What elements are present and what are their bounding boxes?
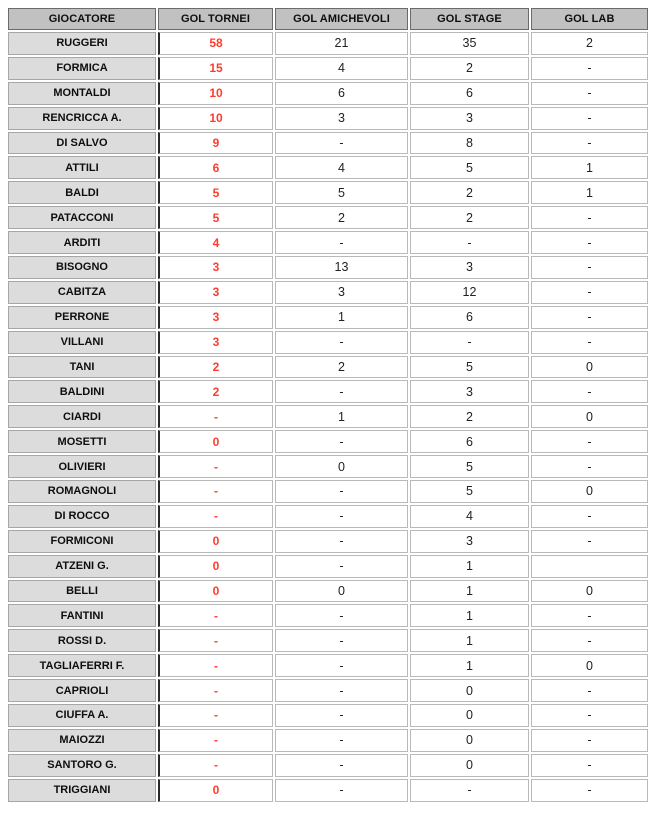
gol-stage-cell: 8 bbox=[410, 132, 529, 155]
table-header bbox=[8, 8, 648, 30]
gol-tornei-cell: - bbox=[158, 480, 273, 503]
gol-stage-cell: 5 bbox=[410, 480, 529, 503]
goals-table bbox=[6, 6, 650, 804]
table-row bbox=[8, 405, 648, 428]
gol-tornei-cell: 10 bbox=[158, 82, 273, 105]
gol-tornei-cell: 3 bbox=[158, 256, 273, 279]
gol-stage-cell: 0 bbox=[410, 729, 529, 752]
gol-lab-cell: - bbox=[531, 132, 648, 155]
table-row bbox=[8, 156, 648, 179]
gol-lab-cell: - bbox=[531, 206, 648, 229]
gol-lab-cell: 0 bbox=[531, 480, 648, 503]
gol-lab-cell: - bbox=[531, 256, 648, 279]
player-name-cell: FORMICONI bbox=[8, 530, 156, 553]
gol-amichevoli-cell: 0 bbox=[275, 580, 408, 603]
gol-tornei-cell: 3 bbox=[158, 331, 273, 354]
gol-lab-cell: - bbox=[531, 82, 648, 105]
player-name-cell: ATTILI bbox=[8, 156, 156, 179]
table-row bbox=[8, 704, 648, 727]
player-name-cell: FANTINI bbox=[8, 604, 156, 627]
table-row bbox=[8, 455, 648, 478]
table-row bbox=[8, 555, 648, 578]
gol-tornei-cell: - bbox=[158, 455, 273, 478]
gol-stage-cell: 35 bbox=[410, 32, 529, 55]
gol-lab-cell: - bbox=[531, 679, 648, 702]
player-name-cell: CAPRIOLI bbox=[8, 679, 156, 702]
gol-lab-cell: - bbox=[531, 380, 648, 403]
header-row bbox=[8, 8, 648, 30]
gol-stage-cell: 1 bbox=[410, 580, 529, 603]
gol-stage-cell: 12 bbox=[410, 281, 529, 304]
gol-lab-cell: - bbox=[531, 306, 648, 329]
column-header-gol-tornei: GOL TORNEI bbox=[158, 8, 273, 30]
player-name-cell: RUGGERI bbox=[8, 32, 156, 55]
gol-lab-cell: - bbox=[531, 231, 648, 254]
gol-amichevoli-cell: - bbox=[275, 679, 408, 702]
gol-tornei-cell: - bbox=[158, 604, 273, 627]
gol-amichevoli-cell: - bbox=[275, 331, 408, 354]
gol-amichevoli-cell: 3 bbox=[275, 281, 408, 304]
gol-tornei-cell: - bbox=[158, 679, 273, 702]
gol-amichevoli-cell: - bbox=[275, 231, 408, 254]
gol-lab-cell: 0 bbox=[531, 356, 648, 379]
gol-stage-cell: 0 bbox=[410, 679, 529, 702]
gol-tornei-cell: - bbox=[158, 505, 273, 528]
player-name-cell: OLIVIERI bbox=[8, 455, 156, 478]
player-name-cell: ROMAGNOLI bbox=[8, 480, 156, 503]
gol-stage-cell: 5 bbox=[410, 455, 529, 478]
gol-lab-cell: - bbox=[531, 629, 648, 652]
gol-lab-cell: - bbox=[531, 505, 648, 528]
gol-stage-cell: 4 bbox=[410, 505, 529, 528]
gol-tornei-cell: 15 bbox=[158, 57, 273, 80]
gol-tornei-cell: 0 bbox=[158, 430, 273, 453]
gol-lab-cell: - bbox=[531, 754, 648, 777]
gol-lab-cell: 0 bbox=[531, 580, 648, 603]
gol-tornei-cell: - bbox=[158, 629, 273, 652]
gol-tornei-cell: 0 bbox=[158, 779, 273, 802]
gol-amichevoli-cell: - bbox=[275, 604, 408, 627]
gol-lab-cell: - bbox=[531, 779, 648, 802]
table-row bbox=[8, 306, 648, 329]
gol-amichevoli-cell: 13 bbox=[275, 256, 408, 279]
table-row bbox=[8, 754, 648, 777]
gol-lab-cell: - bbox=[531, 704, 648, 727]
player-name-cell: PERRONE bbox=[8, 306, 156, 329]
gol-tornei-cell: - bbox=[158, 754, 273, 777]
gol-tornei-cell: 6 bbox=[158, 156, 273, 179]
player-name-cell: DI ROCCO bbox=[8, 505, 156, 528]
player-name-cell: ARDITI bbox=[8, 231, 156, 254]
gol-tornei-cell: 2 bbox=[158, 380, 273, 403]
player-name-cell: TAGLIAFERRI F. bbox=[8, 654, 156, 677]
gol-amichevoli-cell: 1 bbox=[275, 405, 408, 428]
gol-amichevoli-cell: 3 bbox=[275, 107, 408, 130]
gol-stage-cell: 1 bbox=[410, 629, 529, 652]
table-row bbox=[8, 779, 648, 802]
gol-lab-cell: 2 bbox=[531, 32, 648, 55]
gol-amichevoli-cell: 4 bbox=[275, 57, 408, 80]
gol-stage-cell: 6 bbox=[410, 306, 529, 329]
column-header-gol-lab: GOL LAB bbox=[531, 8, 648, 30]
gol-stage-cell: 3 bbox=[410, 380, 529, 403]
gol-stage-cell: 1 bbox=[410, 654, 529, 677]
gol-lab-cell: - bbox=[531, 107, 648, 130]
table-row bbox=[8, 604, 648, 627]
table-row bbox=[8, 629, 648, 652]
gol-lab-cell: - bbox=[531, 281, 648, 304]
gol-amichevoli-cell: - bbox=[275, 480, 408, 503]
table-row bbox=[8, 729, 648, 752]
player-name-cell: CIARDI bbox=[8, 405, 156, 428]
table-row bbox=[8, 356, 648, 379]
gol-tornei-cell: 9 bbox=[158, 132, 273, 155]
gol-tornei-cell: - bbox=[158, 405, 273, 428]
gol-amichevoli-cell: - bbox=[275, 729, 408, 752]
gol-stage-cell: 6 bbox=[410, 430, 529, 453]
table-row bbox=[8, 380, 648, 403]
player-name-cell: CIUFFA A. bbox=[8, 704, 156, 727]
gol-tornei-cell: 0 bbox=[158, 555, 273, 578]
player-name-cell: TRIGGIANI bbox=[8, 779, 156, 802]
player-name-cell: BALDINI bbox=[8, 380, 156, 403]
gol-stage-cell: 1 bbox=[410, 555, 529, 578]
gol-lab-cell: 0 bbox=[531, 405, 648, 428]
player-name-cell: PATACCONI bbox=[8, 206, 156, 229]
gol-amichevoli-cell: 6 bbox=[275, 82, 408, 105]
column-header-gol-stage: GOL STAGE bbox=[410, 8, 529, 30]
gol-lab-cell: 1 bbox=[531, 181, 648, 204]
gol-amichevoli-cell: 2 bbox=[275, 356, 408, 379]
gol-lab-cell: - bbox=[531, 729, 648, 752]
gol-amichevoli-cell: 0 bbox=[275, 455, 408, 478]
gol-lab-cell: - bbox=[531, 455, 648, 478]
player-name-cell: MOSETTI bbox=[8, 430, 156, 453]
column-header-giocatore: GIOCATORE bbox=[8, 8, 156, 30]
gol-lab-cell: 0 bbox=[531, 654, 648, 677]
gol-stage-cell: - bbox=[410, 779, 529, 802]
player-name-cell: TANI bbox=[8, 356, 156, 379]
gol-amichevoli-cell: - bbox=[275, 629, 408, 652]
gol-stage-cell: 2 bbox=[410, 206, 529, 229]
gol-amichevoli-cell: - bbox=[275, 555, 408, 578]
gol-stage-cell: 3 bbox=[410, 107, 529, 130]
table-row bbox=[8, 580, 648, 603]
gol-stage-cell: 3 bbox=[410, 256, 529, 279]
gol-stage-cell: - bbox=[410, 331, 529, 354]
gol-tornei-cell: - bbox=[158, 654, 273, 677]
gol-amichevoli-cell: - bbox=[275, 430, 408, 453]
gol-stage-cell: 0 bbox=[410, 704, 529, 727]
gol-lab-cell: - bbox=[531, 331, 648, 354]
gol-stage-cell: 2 bbox=[410, 181, 529, 204]
player-name-cell: FORMICA bbox=[8, 57, 156, 80]
gol-amichevoli-cell: - bbox=[275, 704, 408, 727]
table-row bbox=[8, 654, 648, 677]
gol-amichevoli-cell: - bbox=[275, 779, 408, 802]
player-name-cell: MONTALDI bbox=[8, 82, 156, 105]
gol-lab-cell: - bbox=[531, 430, 648, 453]
gol-stage-cell: 5 bbox=[410, 356, 529, 379]
gol-lab-cell: - bbox=[531, 604, 648, 627]
player-name-cell: ATZENI G. bbox=[8, 555, 156, 578]
table-row bbox=[8, 679, 648, 702]
player-name-cell: ROSSI D. bbox=[8, 629, 156, 652]
table-row bbox=[8, 231, 648, 254]
gol-lab-cell: - bbox=[531, 530, 648, 553]
table-row bbox=[8, 107, 648, 130]
gol-amichevoli-cell: - bbox=[275, 380, 408, 403]
gol-lab-cell: 1 bbox=[531, 156, 648, 179]
column-header-gol-amichevoli: GOL AMICHEVOLI bbox=[275, 8, 408, 30]
table-row bbox=[8, 331, 648, 354]
player-name-cell: MAIOZZI bbox=[8, 729, 156, 752]
gol-amichevoli-cell: - bbox=[275, 530, 408, 553]
gol-tornei-cell: 3 bbox=[158, 306, 273, 329]
gol-lab-cell bbox=[531, 555, 648, 578]
table-row bbox=[8, 206, 648, 229]
player-name-cell: VILLANI bbox=[8, 331, 156, 354]
gol-tornei-cell: 5 bbox=[158, 181, 273, 204]
gol-stage-cell: 6 bbox=[410, 82, 529, 105]
gol-tornei-cell: 0 bbox=[158, 580, 273, 603]
table-row bbox=[8, 480, 648, 503]
player-name-cell: CABITZA bbox=[8, 281, 156, 304]
table-row bbox=[8, 256, 648, 279]
gol-amichevoli-cell: - bbox=[275, 654, 408, 677]
player-name-cell: SANTORO G. bbox=[8, 754, 156, 777]
table-row bbox=[8, 281, 648, 304]
gol-stage-cell: 0 bbox=[410, 754, 529, 777]
gol-amichevoli-cell: - bbox=[275, 132, 408, 155]
gol-lab-cell: - bbox=[531, 57, 648, 80]
gol-tornei-cell: - bbox=[158, 704, 273, 727]
gol-tornei-cell: 58 bbox=[158, 32, 273, 55]
gol-amichevoli-cell: - bbox=[275, 505, 408, 528]
gol-amichevoli-cell: - bbox=[275, 754, 408, 777]
player-name-cell: BELLI bbox=[8, 580, 156, 603]
gol-tornei-cell: 3 bbox=[158, 281, 273, 304]
gol-amichevoli-cell: 5 bbox=[275, 181, 408, 204]
gol-tornei-cell: 5 bbox=[158, 206, 273, 229]
table-row bbox=[8, 505, 648, 528]
table-row bbox=[8, 181, 648, 204]
player-name-cell: RENCRICCA A. bbox=[8, 107, 156, 130]
player-name-cell: BALDI bbox=[8, 181, 156, 204]
gol-tornei-cell: 0 bbox=[158, 530, 273, 553]
table-body bbox=[8, 32, 648, 802]
gol-amichevoli-cell: 1 bbox=[275, 306, 408, 329]
gol-amichevoli-cell: 21 bbox=[275, 32, 408, 55]
table-row bbox=[8, 82, 648, 105]
table-row bbox=[8, 57, 648, 80]
gol-stage-cell: 2 bbox=[410, 405, 529, 428]
player-name-cell: DI SALVO bbox=[8, 132, 156, 155]
table-row bbox=[8, 530, 648, 553]
gol-stage-cell: 5 bbox=[410, 156, 529, 179]
gol-stage-cell: - bbox=[410, 231, 529, 254]
table-row bbox=[8, 132, 648, 155]
gol-tornei-cell: - bbox=[158, 729, 273, 752]
gol-amichevoli-cell: 4 bbox=[275, 156, 408, 179]
gol-stage-cell: 3 bbox=[410, 530, 529, 553]
player-name-cell: BISOGNO bbox=[8, 256, 156, 279]
gol-stage-cell: 2 bbox=[410, 57, 529, 80]
gol-tornei-cell: 10 bbox=[158, 107, 273, 130]
gol-stage-cell: 1 bbox=[410, 604, 529, 627]
gol-amichevoli-cell: 2 bbox=[275, 206, 408, 229]
table-row bbox=[8, 32, 648, 55]
gol-tornei-cell: 4 bbox=[158, 231, 273, 254]
gol-tornei-cell: 2 bbox=[158, 356, 273, 379]
table-row bbox=[8, 430, 648, 453]
